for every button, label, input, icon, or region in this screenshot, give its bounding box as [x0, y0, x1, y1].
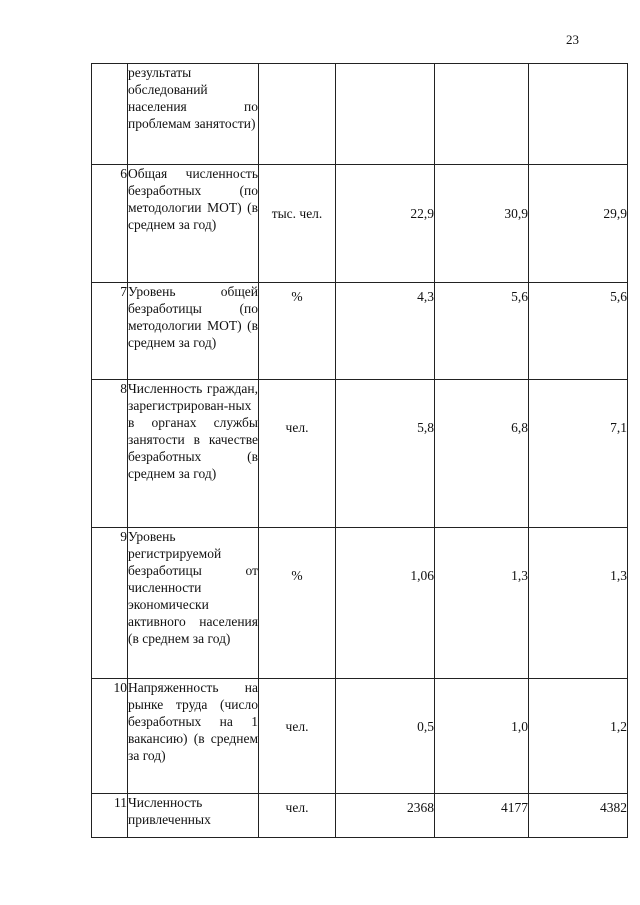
value-cell: [529, 64, 628, 165]
value-cell: 4,3: [336, 283, 435, 380]
table-row: [92, 528, 628, 679]
unit-cell: [259, 64, 336, 165]
page-number: 23: [566, 32, 579, 47]
value-cell: 5,6: [435, 283, 529, 380]
row-number: [92, 64, 128, 165]
value-cell: 1,0: [435, 679, 529, 794]
indicator-name: Уровень регистрируемой безработицы от численности экономически активного населения (в среднем за год): [128, 528, 259, 679]
value-cell: 5,8: [336, 380, 435, 528]
unit-cell: чел.: [259, 794, 336, 838]
indicator-name: Напряженность на рынке труда (число безработных на 1 вакансию) (в среднем за год): [128, 679, 259, 794]
unit-cell: чел.: [259, 679, 336, 794]
table-row: [92, 165, 628, 283]
row-number: 8: [92, 380, 128, 528]
value-cell: 5,6: [529, 283, 628, 380]
indicator-name: Численность граждан, зарегистрирован-ных в органах службы занятости в качестве безработных (в среднем за год): [128, 380, 259, 528]
indicator-name: Численность привлеченных: [128, 794, 259, 838]
value-cell: 1,2: [529, 679, 628, 794]
table-row: [92, 283, 628, 380]
indicator-name: Уровень общей безработицы (по методологии МОТ) (в среднем за год): [128, 283, 259, 380]
value-cell: [435, 64, 529, 165]
row-number: 7: [92, 283, 128, 380]
value-cell: 7,1: [529, 380, 628, 528]
table-row: [92, 64, 628, 165]
value-cell: [336, 64, 435, 165]
table-row: [92, 380, 628, 528]
value-cell: 1,06: [336, 528, 435, 679]
value-cell: 4177: [435, 794, 529, 838]
row-number: 9: [92, 528, 128, 679]
unit-cell: %: [259, 528, 336, 679]
value-cell: 22,9: [336, 165, 435, 283]
value-cell: 2368: [336, 794, 435, 838]
indicators-table: [91, 63, 628, 838]
indicator-name: Общая численность безработных (по методологии МОТ) (в среднем за год): [128, 165, 259, 283]
value-cell: 1,3: [529, 528, 628, 679]
value-cell: 29,9: [529, 165, 628, 283]
value-cell: 6,8: [435, 380, 529, 528]
table-row: [92, 794, 628, 838]
unit-cell: тыс. чел.: [259, 165, 336, 283]
row-number: 6: [92, 165, 128, 283]
row-number: 10: [92, 679, 128, 794]
row-number: 11: [92, 794, 128, 838]
unit-cell: %: [259, 283, 336, 380]
unit-cell: чел.: [259, 380, 336, 528]
value-cell: 4382: [529, 794, 628, 838]
value-cell: 30,9: [435, 165, 529, 283]
value-cell: 0,5: [336, 679, 435, 794]
indicator-name: результаты обследований населения по проблемам занятости): [128, 64, 259, 165]
table-row: [92, 679, 628, 794]
value-cell: 1,3: [435, 528, 529, 679]
